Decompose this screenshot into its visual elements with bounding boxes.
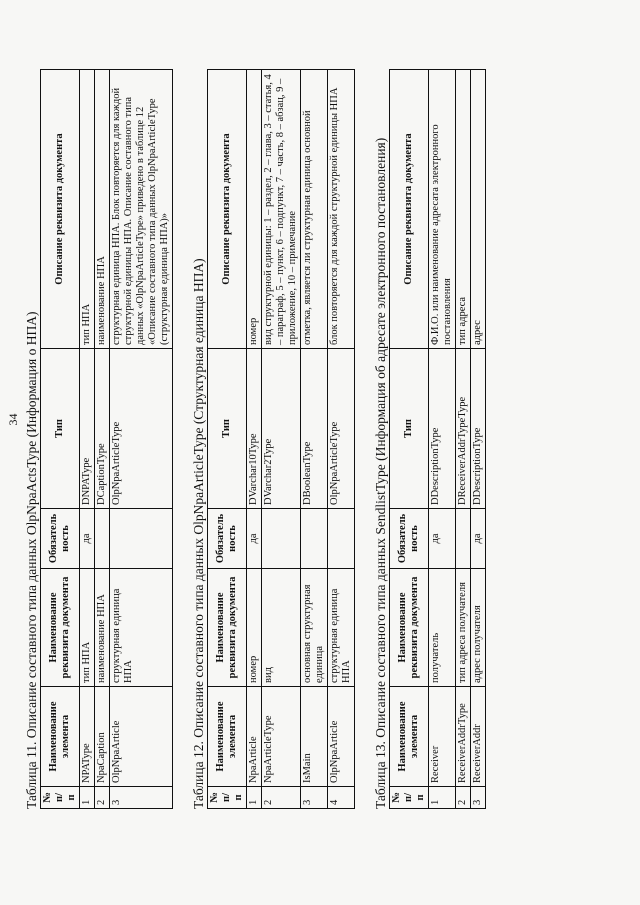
cell-type: OlpNpaArticleType: [328, 349, 355, 509]
header-type-line: Тип: [221, 419, 232, 438]
cell-requisite-name: вид: [262, 569, 301, 687]
cell-number: 1: [429, 787, 456, 809]
header-required: [208, 509, 247, 569]
table-row: [80, 70, 95, 809]
header-row: [41, 70, 80, 809]
cell-requisite-name: тип адреса получателя: [456, 569, 471, 687]
header-element-name: [208, 687, 247, 787]
header-number-line: №: [209, 792, 220, 803]
header-number-line: п/п: [54, 793, 77, 802]
cell-description: тип адреса: [456, 70, 471, 349]
cell-description: адрес: [471, 70, 486, 349]
header-row: [390, 70, 429, 809]
cell-requisite-name: номер: [247, 569, 262, 687]
header-element-name-line: элемента: [409, 714, 420, 759]
table-spacer: [355, 30, 369, 809]
cell-number: 2: [262, 787, 301, 809]
header-number-line: №: [42, 792, 53, 803]
table-row: [110, 70, 173, 809]
cell-required: [110, 509, 173, 569]
cell-element-name: NpaArticleType: [262, 687, 301, 787]
cell-type: DVarchar10Type: [247, 349, 262, 509]
header-description: [41, 70, 80, 349]
cell-element-name: NpaCaption: [95, 687, 110, 787]
header-number: [208, 787, 247, 809]
cell-type: DNPAType: [80, 349, 95, 509]
cell-number: 2: [456, 787, 471, 809]
header-element-name-line: Наименование: [397, 701, 408, 772]
cell-element-name: OlpNpaArticle: [328, 687, 355, 787]
cell-type: DCaptionType: [95, 349, 110, 509]
header-number-line: №: [391, 792, 402, 803]
cell-requisite-name: адрес получателя: [471, 569, 486, 687]
header-requisite-name-line: реквизита документа: [227, 576, 238, 679]
header-description-line: Описание реквизита документа: [54, 133, 65, 285]
cell-required: [456, 509, 471, 569]
cell-requisite-name: наименование НПА: [95, 569, 110, 687]
header-number: [390, 787, 429, 809]
table-row: [471, 70, 486, 809]
cell-number: 3: [110, 787, 173, 809]
cell-requisite-name: структурная единица НПА: [328, 569, 355, 687]
header-element-name: [390, 687, 429, 787]
header-number-line: п/п: [221, 793, 244, 802]
cell-description: блок повторяется для каждой структурной единицы НПА: [328, 70, 355, 349]
header-description: [208, 70, 247, 349]
header-requisite-name-line: Наименование: [215, 592, 226, 663]
cell-number: 1: [80, 787, 95, 809]
header-requisite-name-line: реквизита документа: [60, 576, 71, 679]
cell-required: да: [471, 509, 486, 569]
data-table: [389, 69, 486, 809]
cell-description: вид структурной единицы: 1 – раздел, 2 – глава, 3 – статья, 4 – параграф, 5 – пункт, 6 – подпункт, 7 – часть, 8 – абзац, 9 – приложение, 10 – примечание: [262, 70, 301, 349]
table-row: [262, 70, 301, 809]
cell-requisite-name: основная структурная единица: [301, 569, 328, 687]
cell-description: тип НПА: [80, 70, 95, 349]
cell-requisite-name: получатель: [429, 569, 456, 687]
cell-element-name: NpaArticle: [247, 687, 262, 787]
cell-number: 1: [247, 787, 262, 809]
cell-type: DBooleanType: [301, 349, 328, 509]
cell-type: DVarchar2Type: [262, 349, 301, 509]
cell-required: да: [80, 509, 95, 569]
tables-container: [24, 30, 486, 809]
header-requisite-name: [390, 569, 429, 687]
cell-required: да: [247, 509, 262, 569]
header-type: [41, 349, 80, 509]
cell-description: наименование НПА: [95, 70, 110, 349]
header-element-name-line: Наименование: [215, 701, 226, 772]
table-row: [247, 70, 262, 809]
header-element-name: [41, 687, 80, 787]
header-description-line: Описание реквизита документа: [221, 133, 232, 285]
cell-type: DDescriptionType: [429, 349, 456, 509]
header-type: [208, 349, 247, 509]
cell-element-name: IsMain: [301, 687, 328, 787]
cell-description: отметка, является ли структурная единица основной: [301, 70, 328, 349]
cell-number: 4: [328, 787, 355, 809]
cell-requisite-name: тип НПА: [80, 569, 95, 687]
header-required-line: ность: [409, 525, 420, 552]
cell-element-name: OlpNpaArticle: [110, 687, 173, 787]
header-type-line: Тип: [403, 419, 414, 438]
table-row: [328, 70, 355, 809]
header-element-name-line: элемента: [60, 714, 71, 759]
header-type: [390, 349, 429, 509]
header-required-line: ность: [60, 525, 71, 552]
cell-element-name: NPAType: [80, 687, 95, 787]
header-required-line: ность: [227, 525, 238, 552]
header-element-name-line: Наименование: [48, 701, 59, 772]
header-required-line: Обязатель: [48, 513, 59, 564]
table-row: [456, 70, 471, 809]
cell-required: [262, 509, 301, 569]
header-requisite-name-line: Наименование: [397, 592, 408, 663]
cell-required: [301, 509, 328, 569]
table-row: [301, 70, 328, 809]
header-type-line: Тип: [54, 419, 65, 438]
header-required-line: Обязатель: [215, 513, 226, 564]
cell-required: [328, 509, 355, 569]
cell-number: 3: [471, 787, 486, 809]
cell-type: DDescriptionType: [471, 349, 486, 509]
header-requisite-name-line: Наименование: [48, 592, 59, 663]
header-row: [208, 70, 247, 809]
table-caption: Таблица 11. Описание составного типа данных OlpNpaActsType (Информация о НПА): [24, 311, 39, 809]
header-number-line: п/п: [403, 793, 426, 802]
table-caption: Таблица 12. Описание составного типа данных OlpNpaArticleType (Структурная единица НПА): [191, 258, 206, 809]
header-number: [41, 787, 80, 809]
header-description: [390, 70, 429, 349]
cell-description: номер: [247, 70, 262, 349]
cell-element-name: ReceiverAddrType: [456, 687, 471, 787]
table-caption: Таблица 13. Описание составного типа данных SendlistType (Информация об адресате электронного постановления): [373, 137, 388, 809]
header-required-line: Обязатель: [397, 513, 408, 564]
cell-requisite-name: структурная единица НПА: [110, 569, 173, 687]
header-description-line: Описание реквизита документа: [403, 133, 414, 285]
header-requisite-name: [41, 569, 80, 687]
cell-required: да: [429, 509, 456, 569]
page-number: 34: [6, 413, 20, 426]
data-table: [40, 69, 173, 809]
cell-number: 3: [301, 787, 328, 809]
header-required: [390, 509, 429, 569]
cell-required: [95, 509, 110, 569]
table-row: [429, 70, 456, 809]
cell-description: структурная единица НПА. Блок повторяется для каждой структурной единицы НПА. Описание составного типа данных «OlpNpaArticleType» приведено в таблице 12 «Описание составного типа данных OlpNpaArticleType (структурная единица НПА)»: [110, 70, 173, 349]
cell-element-name: ReceiverAddr: [471, 687, 486, 787]
header-element-name-line: элемента: [227, 714, 238, 759]
table-row: [95, 70, 110, 809]
header-requisite-name: [208, 569, 247, 687]
table-spacer: [173, 30, 187, 809]
header-required: [41, 509, 80, 569]
header-requisite-name-line: реквизита документа: [409, 576, 420, 679]
data-table: [207, 69, 355, 809]
cell-type: OlpNpaArticleType: [110, 349, 173, 509]
cell-number: 2: [95, 787, 110, 809]
cell-description: Ф.И.О. или наименование адресата электронного постановления: [429, 70, 456, 349]
cell-type: DReceiverAddrTypeType: [456, 349, 471, 509]
cell-element-name: Receiver: [429, 687, 456, 787]
